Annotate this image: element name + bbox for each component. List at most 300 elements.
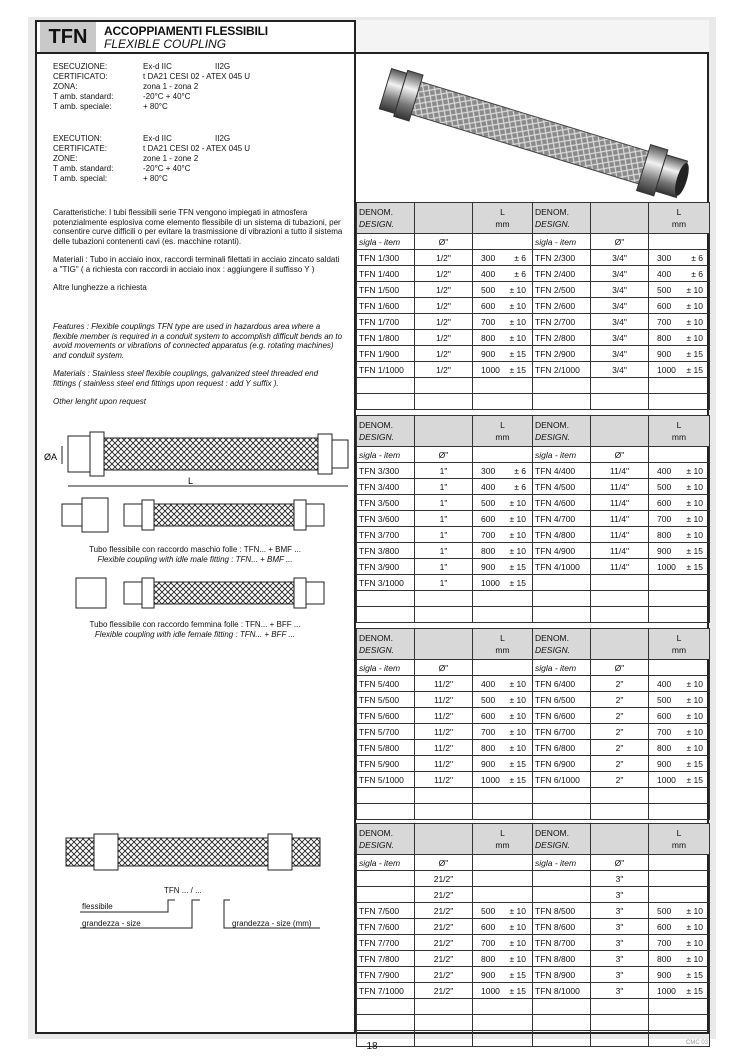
diameter-value: 21/2" — [415, 967, 473, 983]
tolerance-value: ± 10 — [509, 742, 526, 753]
length-value: 1000 — [481, 577, 500, 588]
diameter-value — [415, 607, 473, 623]
length-header — [649, 416, 710, 447]
diameter-value: 1/2" — [415, 346, 473, 362]
item-code: TFN 2/700 — [533, 314, 591, 330]
table-row — [357, 266, 710, 282]
item-code — [533, 887, 591, 903]
item-code: TFN 1/1000 — [357, 362, 415, 378]
item-code: TFN 1/800 — [357, 330, 415, 346]
item-code — [533, 999, 591, 1015]
length-value: 300 — [481, 252, 496, 263]
doc-mark: CMC 03 — [685, 1040, 708, 1046]
tolerance-value: ± 10 — [686, 300, 703, 311]
design-label: DESIGN. — [535, 645, 570, 655]
diameter-value: 2" — [591, 708, 649, 724]
length-cell — [473, 967, 533, 983]
materials-it: Materiali : Tubo in acciaio inox, raccordi terminali filettati in acciaio zincato saldati a "TIG" ( a richiesta con raccordi in acciaio inox : aggiungere il suffisso Y ) — [53, 255, 340, 274]
item-code: TFN 8/700 — [533, 935, 591, 951]
header-blank — [591, 416, 649, 447]
tolerance-value: ± 10 — [509, 953, 526, 964]
size-table — [356, 628, 710, 820]
tolerance-value: ± 10 — [686, 726, 703, 737]
item-code: TFN 7/1000 — [357, 983, 415, 999]
design-label: DESIGN. — [535, 840, 570, 850]
length-cell — [649, 527, 710, 543]
length-label: L — [676, 420, 682, 430]
diameter-value: 1/2" — [415, 330, 473, 346]
diameter-value: 3/4" — [591, 362, 649, 378]
tolerance-value: ± 10 — [686, 742, 703, 753]
table-row — [357, 871, 710, 887]
length-cell — [473, 903, 533, 919]
length-cell — [649, 708, 710, 724]
length-cell — [649, 983, 710, 999]
length-value: 800 — [481, 545, 496, 556]
diameter-value — [591, 591, 649, 607]
table-row — [357, 314, 710, 330]
diameter-value: 11/4" — [591, 479, 649, 495]
diameter-value: 11/2" — [415, 676, 473, 692]
table-row — [357, 394, 710, 410]
item-code: TFN 2/300 — [533, 250, 591, 266]
table-row — [357, 772, 710, 788]
unit-label: mm — [495, 219, 510, 229]
tolerance-value: ± 10 — [509, 529, 526, 540]
item-code: TFN 8/900 — [533, 967, 591, 983]
item-code: TFN 3/300 — [357, 463, 415, 479]
length-value: 800 — [657, 332, 672, 343]
table-row — [357, 887, 710, 903]
diameter-value: 21/2" — [415, 951, 473, 967]
length-value: 500 — [481, 905, 496, 916]
item-code — [533, 1015, 591, 1031]
size-table — [356, 415, 710, 623]
spec-row: T amb. speciale: + 80°C — [53, 102, 168, 111]
length-value: 500 — [481, 284, 496, 295]
table-row — [357, 935, 710, 951]
tolerance-value: ± 10 — [686, 953, 703, 964]
tolerance-value: ± 10 — [686, 694, 703, 705]
length-cell — [649, 266, 710, 282]
diameter-value: 11/2" — [415, 740, 473, 756]
item-code: TFN 2/900 — [533, 346, 591, 362]
denom-label: DENOM. — [359, 633, 393, 643]
item-code: TFN 4/500 — [533, 479, 591, 495]
length-value: 400 — [481, 678, 496, 689]
length-value: 1000 — [657, 985, 676, 996]
length-cell — [473, 266, 533, 282]
length-cell — [473, 999, 533, 1015]
lengths-en: Other lenght upon request — [53, 397, 146, 406]
tolerance-value: ± 10 — [686, 710, 703, 721]
specs-english — [53, 134, 250, 184]
length-value: 800 — [657, 529, 672, 540]
item-code: TFN 1/900 — [357, 346, 415, 362]
diameter-value: 3" — [591, 903, 649, 919]
unit-label: mm — [671, 219, 687, 229]
diameter-header: Ø" — [591, 447, 649, 463]
length-value: 900 — [481, 969, 496, 980]
header-blank — [649, 234, 710, 250]
header-blank — [591, 203, 649, 234]
header-blank — [473, 660, 533, 676]
item-code — [357, 394, 415, 410]
sigla-header: sigla - item — [357, 234, 415, 250]
item-code: TFN 6/800 — [533, 740, 591, 756]
code-format: TFN ... / ... — [164, 886, 202, 895]
header-blank — [591, 824, 649, 855]
length-cell — [649, 511, 710, 527]
tolerance-value: ± 15 — [686, 561, 703, 572]
diameter-value — [591, 788, 649, 804]
length-header — [473, 824, 533, 855]
diameter-value: 3" — [591, 951, 649, 967]
item-code: TFN 5/700 — [357, 724, 415, 740]
bff-drawing — [60, 574, 330, 614]
tolerance-value: ± 10 — [509, 905, 526, 916]
item-code — [533, 394, 591, 410]
unit-label: mm — [495, 840, 510, 850]
tolerance-value: ± 10 — [686, 332, 703, 343]
item-code: TFN 4/600 — [533, 495, 591, 511]
dimension-drawing — [40, 428, 350, 498]
description-italian — [53, 208, 343, 302]
length-value: 1000 — [657, 774, 676, 785]
length-value: 400 — [657, 268, 672, 279]
length-cell — [649, 951, 710, 967]
tolerance-value: ± 6 — [514, 268, 526, 279]
tolerance-value: ± 10 — [686, 284, 703, 295]
denom-label: DENOM. — [359, 420, 393, 430]
header-blank — [473, 234, 533, 250]
diameter-value: 1" — [415, 543, 473, 559]
tolerance-value: ± 10 — [509, 284, 526, 295]
tolerance-value: ± 15 — [509, 364, 526, 375]
item-code — [533, 788, 591, 804]
spec-row: CERTIFICATO: t DA21 CESI 02 - ATEX 045 U — [53, 72, 251, 81]
length-value: 500 — [657, 481, 672, 492]
length-cell — [473, 935, 533, 951]
legend-size-mm: grandezza - size (mm) — [232, 919, 312, 928]
item-code: TFN 5/800 — [357, 740, 415, 756]
table-row — [357, 676, 710, 692]
item-code: TFN 3/700 — [357, 527, 415, 543]
denom-header — [533, 629, 591, 660]
table-row — [357, 983, 710, 999]
product-photo — [356, 54, 709, 202]
denom-label: DENOM. — [359, 828, 393, 838]
length-cell — [473, 804, 533, 820]
caption-bff: Tubo flessibile con raccordo femmina folle : TFN... + BFF ... Flexible coupling with idle female fitting : TFN... + BFF ... — [89, 620, 301, 639]
length-cell — [649, 871, 710, 887]
diameter-value: 11/4" — [591, 543, 649, 559]
length-cell — [473, 756, 533, 772]
diameter-value: 1/2" — [415, 362, 473, 378]
tolerance-value: ± 10 — [509, 937, 526, 948]
length-cell — [473, 692, 533, 708]
table-row — [357, 559, 710, 575]
unit-label: mm — [671, 645, 687, 655]
diameter-value: 21/2" — [415, 983, 473, 999]
diameter-header: Ø" — [415, 447, 473, 463]
length-cell — [649, 788, 710, 804]
item-code: TFN 7/500 — [357, 903, 415, 919]
length-value: 500 — [481, 694, 496, 705]
table-row — [357, 903, 710, 919]
features-it: Caratteristiche: I tubi flessibili serie TFN vengono impiegati in atmosfera potenzialmente esplosiva come elemento flessibile di un sistema di tubazioni, per consentire curve difficili o per evitare la trasmissione di vibrazioni a tutto il sistema delle tubazioni contenenti cavi (es. macchine rotanti). — [53, 208, 343, 246]
item-code — [533, 804, 591, 820]
length-cell — [473, 543, 533, 559]
item-code: TFN 5/500 — [357, 692, 415, 708]
item-code: TFN 4/700 — [533, 511, 591, 527]
tolerance-value: ± 10 — [686, 678, 703, 689]
diameter-value: 2" — [591, 756, 649, 772]
diameter-value: 3" — [591, 983, 649, 999]
length-value: 300 — [481, 465, 496, 476]
denom-header — [533, 824, 591, 855]
item-code: TFN 3/600 — [357, 511, 415, 527]
tolerance-value: ± 15 — [509, 577, 526, 588]
length-cell — [649, 282, 710, 298]
length-header — [473, 203, 533, 234]
length-cell — [473, 788, 533, 804]
length-cell — [473, 314, 533, 330]
length-cell — [473, 250, 533, 266]
length-header — [649, 629, 710, 660]
length-value: 700 — [481, 316, 496, 327]
tolerance-value: ± 6 — [691, 252, 703, 263]
length-cell — [649, 298, 710, 314]
length-value: 300 — [657, 252, 672, 263]
sigla-header: sigla - item — [533, 660, 591, 676]
diameter-value: 3/4" — [591, 346, 649, 362]
length-value: 400 — [657, 678, 672, 689]
table-row — [357, 1015, 710, 1031]
item-code — [533, 871, 591, 887]
sigla-header: sigla - item — [533, 855, 591, 871]
item-code: TFN 6/600 — [533, 708, 591, 724]
diameter-value: 2" — [591, 676, 649, 692]
title-english: FLEXIBLE COUPLING — [104, 37, 227, 51]
dimension-l-label: L — [188, 476, 194, 486]
header-blank — [415, 824, 473, 855]
tolerance-value: ± 15 — [686, 774, 703, 785]
design-label: DESIGN. — [359, 840, 394, 850]
length-cell — [473, 362, 533, 378]
spec-row: ZONE: zone 1 - zone 2 — [53, 154, 199, 163]
item-code: TFN 3/400 — [357, 479, 415, 495]
diameter-value: 11/2" — [415, 724, 473, 740]
length-value: 400 — [481, 481, 496, 492]
diameter-value: 1" — [415, 559, 473, 575]
tolerance-value: ± 15 — [686, 364, 703, 375]
length-cell — [473, 394, 533, 410]
tolerance-value: ± 10 — [686, 921, 703, 932]
item-code — [357, 788, 415, 804]
length-cell — [473, 724, 533, 740]
tolerance-value: ± 10 — [509, 316, 526, 327]
length-cell — [649, 250, 710, 266]
item-code — [357, 1015, 415, 1031]
length-label: L — [676, 207, 682, 217]
length-cell — [649, 543, 710, 559]
length-value: 600 — [481, 710, 496, 721]
length-label: L — [500, 207, 505, 217]
header-right-cell — [356, 20, 709, 53]
length-value: 800 — [481, 332, 496, 343]
table-row — [357, 999, 710, 1015]
item-code: TFN 6/500 — [533, 692, 591, 708]
length-value: 600 — [481, 513, 496, 524]
length-value: 700 — [657, 937, 672, 948]
caption-bmf: Tubo flessibile con raccordo maschio folle : TFN... + BMF ... Flexible coupling with idle male fitting : TFN... + BMF ... — [89, 545, 301, 564]
item-code: TFN 6/400 — [533, 676, 591, 692]
length-cell — [649, 935, 710, 951]
length-cell — [649, 575, 710, 591]
diameter-value: 1/2" — [415, 250, 473, 266]
diameter-value: 1" — [415, 495, 473, 511]
tolerance-value: ± 10 — [686, 481, 703, 492]
item-code — [533, 575, 591, 591]
tolerance-value: ± 10 — [686, 513, 703, 524]
length-header — [473, 416, 533, 447]
design-label: DESIGN. — [535, 219, 570, 229]
item-code: TFN 2/1000 — [533, 362, 591, 378]
length-value: 1000 — [481, 364, 500, 375]
length-cell — [649, 919, 710, 935]
diameter-value — [415, 999, 473, 1015]
length-value: 600 — [657, 497, 672, 508]
tolerance-value: ± 10 — [509, 545, 526, 556]
tolerance-value: ± 10 — [686, 497, 703, 508]
diameter-value: 1" — [415, 479, 473, 495]
length-value: 400 — [657, 465, 672, 476]
tolerance-value: ± 15 — [509, 561, 526, 572]
tolerance-value: ± 6 — [514, 465, 526, 476]
length-cell — [473, 676, 533, 692]
length-value: 400 — [481, 268, 496, 279]
item-code — [357, 591, 415, 607]
spec-row: ESECUZIONE: Ex-d IIC II2G — [53, 62, 231, 71]
item-code: TFN 1/700 — [357, 314, 415, 330]
length-cell — [649, 479, 710, 495]
tolerance-value: ± 10 — [686, 905, 703, 916]
length-value: 700 — [481, 937, 496, 948]
diameter-value: 2" — [591, 740, 649, 756]
item-code: TFN 5/600 — [357, 708, 415, 724]
tolerance-value: ± 10 — [509, 726, 526, 737]
legend-flexible: flessibile — [82, 902, 113, 911]
table-row — [357, 788, 710, 804]
item-code: TFN 1/500 — [357, 282, 415, 298]
table-row — [357, 708, 710, 724]
length-value: 800 — [657, 953, 672, 964]
diameter-value: 21/2" — [415, 935, 473, 951]
diameter-value: 1" — [415, 511, 473, 527]
length-cell — [649, 591, 710, 607]
tolerance-value: ± 15 — [509, 348, 526, 359]
length-label: L — [500, 633, 505, 643]
length-value: 500 — [657, 905, 672, 916]
length-cell — [649, 314, 710, 330]
denom-header — [357, 824, 415, 855]
sigla-header: sigla - item — [533, 234, 591, 250]
length-cell — [473, 495, 533, 511]
unit-label: mm — [671, 840, 687, 850]
spec-row: T amb. standard: -20°C + 40°C — [53, 92, 191, 101]
length-cell — [473, 1015, 533, 1031]
denom-label: DENOM. — [359, 207, 393, 217]
length-header — [473, 629, 533, 660]
length-value: 600 — [657, 710, 672, 721]
item-code: TFN 6/700 — [533, 724, 591, 740]
length-value: 1000 — [481, 774, 500, 785]
length-cell — [473, 575, 533, 591]
length-cell — [649, 999, 710, 1015]
diameter-value — [415, 591, 473, 607]
diameter-value: 3" — [591, 935, 649, 951]
dimension-a-label: ØA — [44, 452, 58, 462]
item-code: TFN 2/400 — [533, 266, 591, 282]
length-cell — [473, 591, 533, 607]
table-row — [357, 607, 710, 623]
length-value: 600 — [481, 921, 496, 932]
length-value: 700 — [657, 726, 672, 737]
table-row — [357, 378, 710, 394]
tolerance-value: ± 15 — [509, 969, 526, 980]
diameter-value: 21/2" — [415, 903, 473, 919]
item-code: TFN 2/600 — [533, 298, 591, 314]
tolerance-value: ± 15 — [509, 985, 526, 996]
item-code: TFN 6/1000 — [533, 772, 591, 788]
code-legend-lines — [80, 896, 330, 936]
table-row — [357, 298, 710, 314]
denom-header — [357, 629, 415, 660]
denom-label: DENOM. — [535, 633, 569, 643]
length-value: 1000 — [657, 561, 676, 572]
sigla-header: sigla - item — [357, 660, 415, 676]
item-code — [357, 378, 415, 394]
diameter-value — [591, 999, 649, 1015]
tolerance-value: ± 15 — [686, 348, 703, 359]
diameter-value: 21/2" — [415, 887, 473, 903]
length-cell — [649, 394, 710, 410]
item-code — [357, 607, 415, 623]
item-code: TFN 1/600 — [357, 298, 415, 314]
diameter-header: Ø" — [591, 855, 649, 871]
item-code: TFN 2/800 — [533, 330, 591, 346]
length-cell — [473, 527, 533, 543]
diameter-value: 11/4" — [591, 495, 649, 511]
item-code — [533, 378, 591, 394]
size-table — [356, 823, 710, 1047]
product-code-badge: TFN — [40, 22, 96, 52]
diameter-value: 1" — [415, 527, 473, 543]
header-blank — [473, 855, 533, 871]
item-code: TFN 1/300 — [357, 250, 415, 266]
diameter-value: 1" — [415, 463, 473, 479]
table-row — [357, 250, 710, 266]
item-code: TFN 8/1000 — [533, 983, 591, 999]
table-row — [357, 511, 710, 527]
tolerance-value: ± 10 — [686, 316, 703, 327]
length-cell — [473, 951, 533, 967]
spec-row: CERTIFICATE: t DA21 CESI 02 - ATEX 045 U — [53, 144, 251, 153]
legend-size: grandezza - size — [82, 919, 141, 928]
length-cell — [473, 511, 533, 527]
table-row — [357, 756, 710, 772]
